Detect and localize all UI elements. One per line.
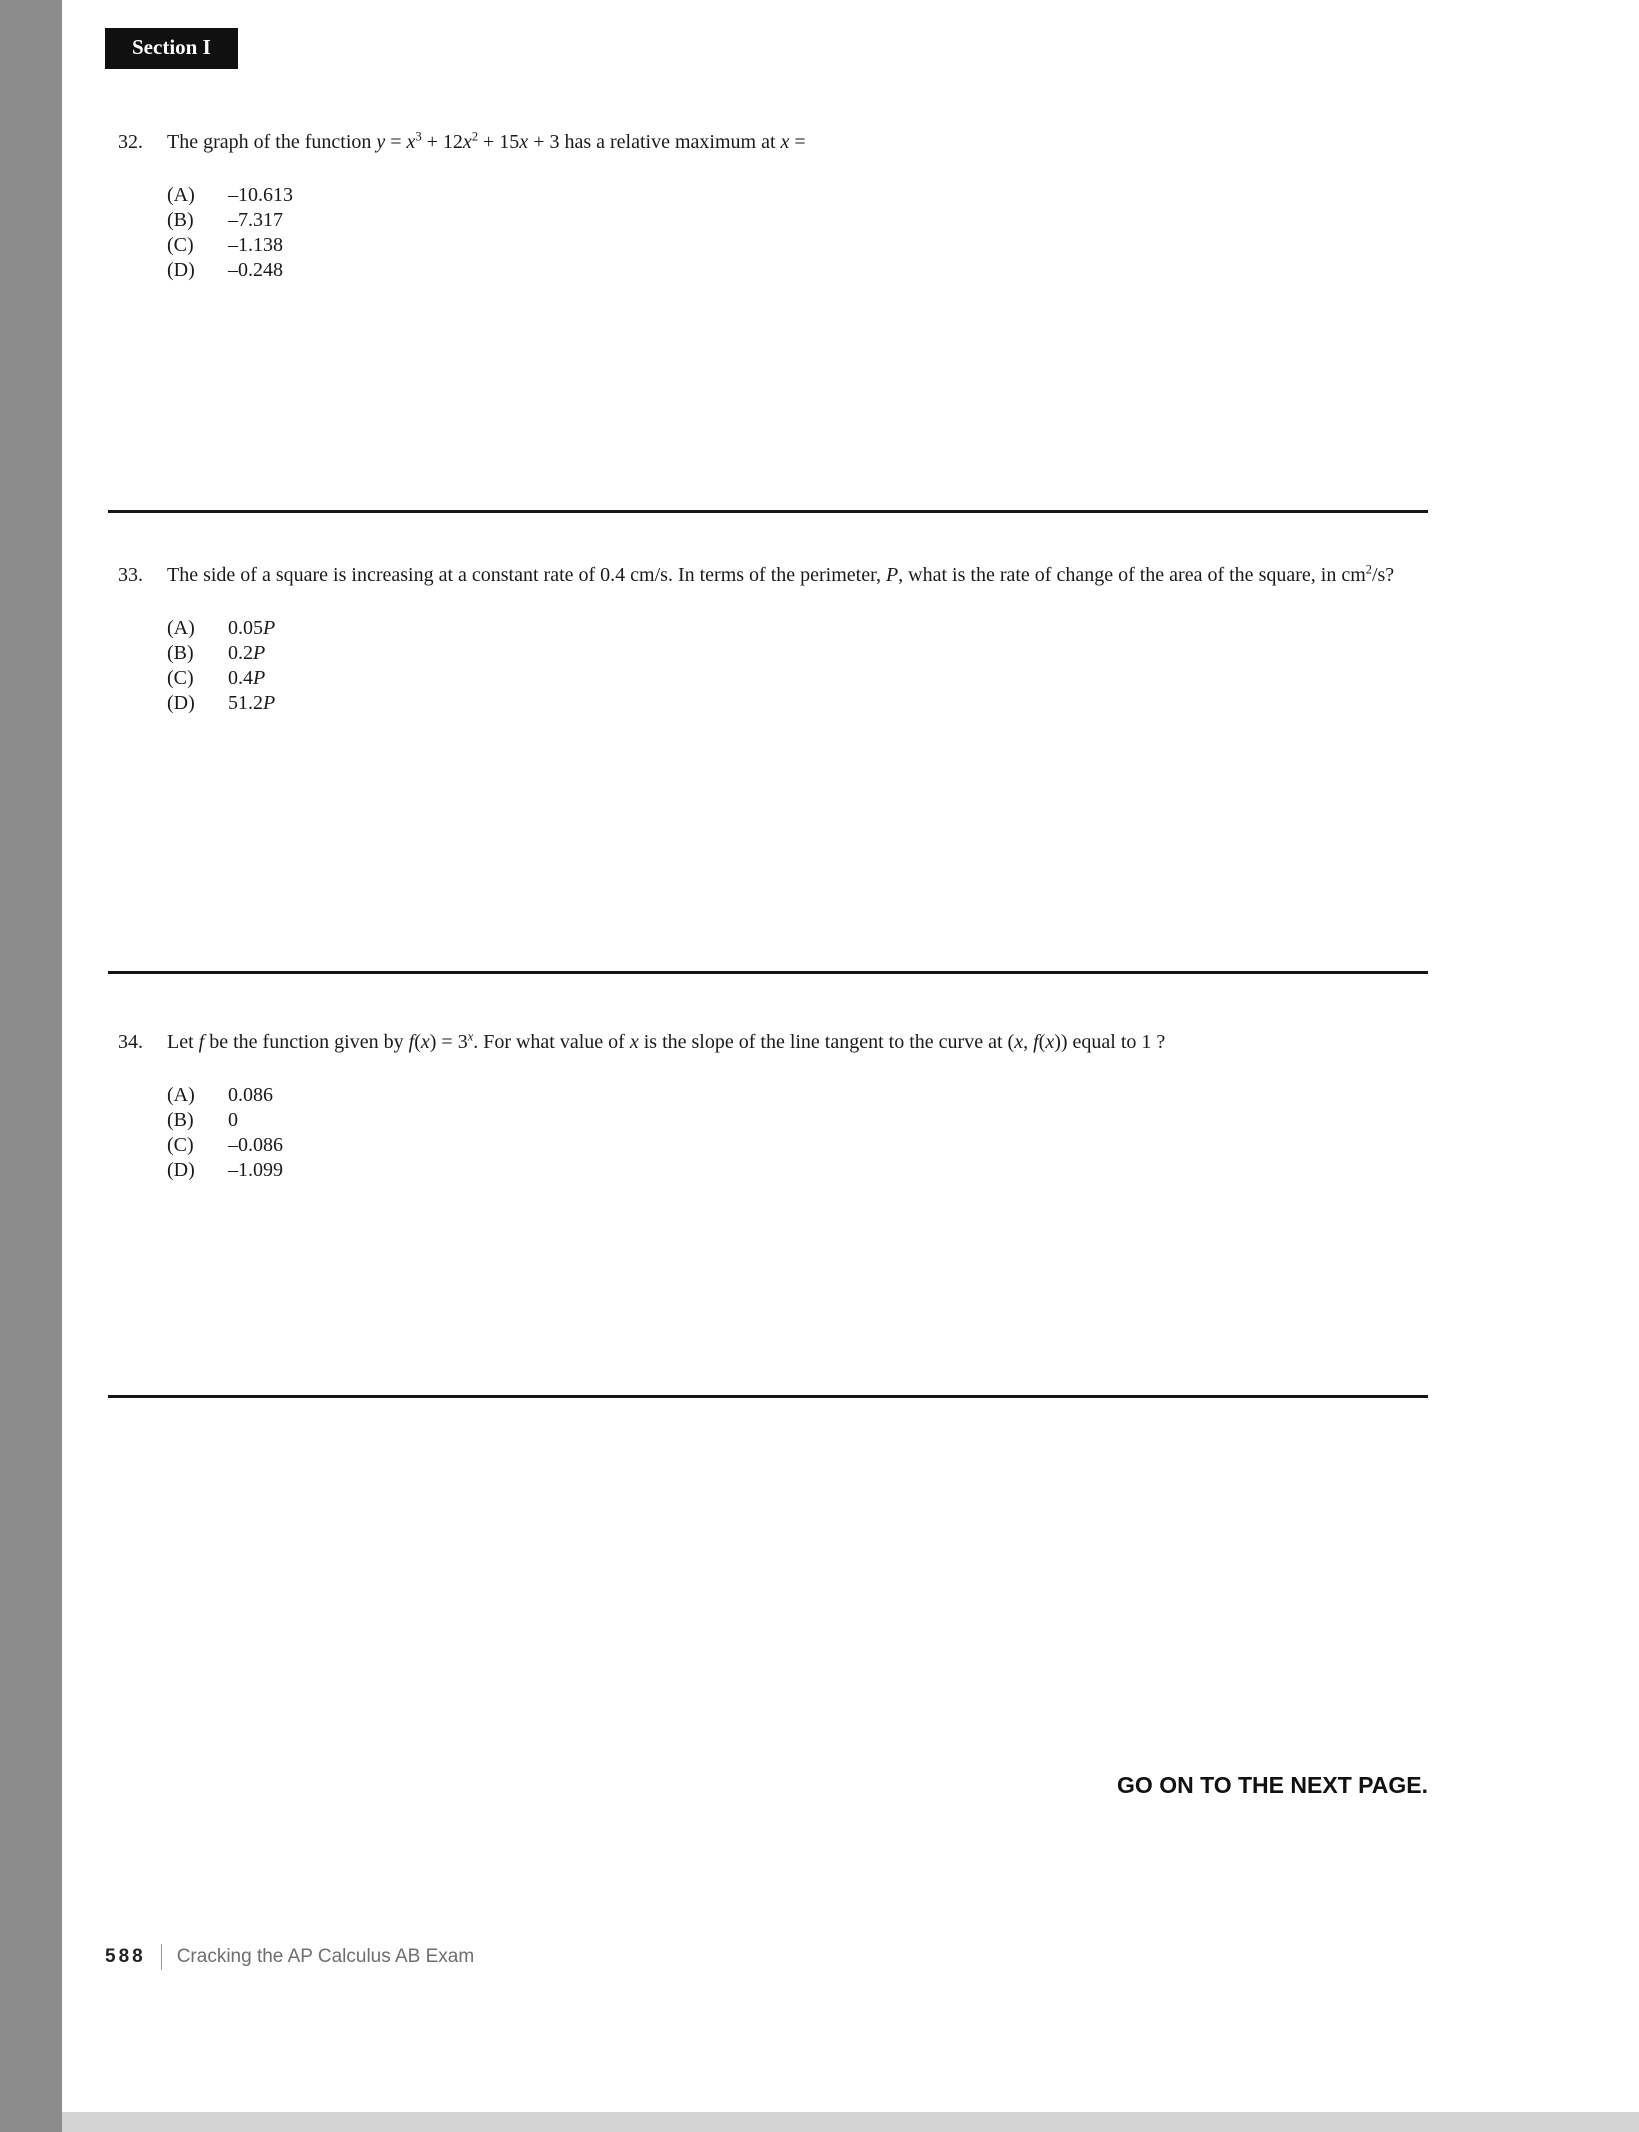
answer-option-b xyxy=(167,208,1432,233)
option-value: –7.317 xyxy=(228,209,283,231)
answer-option-a xyxy=(167,183,1432,208)
option-label: (B) xyxy=(167,1109,194,1131)
option-label: (A) xyxy=(167,184,195,206)
footer-divider xyxy=(161,1944,162,1970)
option-label: (B) xyxy=(167,209,194,231)
option-value: –1.138 xyxy=(228,234,283,256)
option-label: (B) xyxy=(167,642,194,664)
answer-option-b xyxy=(167,641,1432,666)
option-value: 0 xyxy=(228,1109,238,1131)
question-text: Let f be the function given by $f(x) = 3^x$. For what value of x is the slope of the line tangent to the curve at (x, f(x)) equal to 1 ? xyxy=(167,1029,1166,1053)
answer-option-d xyxy=(167,691,1432,716)
answer-option-a xyxy=(167,1083,1432,1108)
section-divider xyxy=(108,971,1428,974)
question-number: 32. xyxy=(118,131,143,153)
option-label: (A) xyxy=(167,617,195,639)
go-on-instruction: GO ON TO THE NEXT PAGE. xyxy=(1117,1772,1428,1798)
page-bottom-edge xyxy=(62,2112,1639,2132)
answer-option-a xyxy=(167,616,1432,641)
option-value: –10.613 xyxy=(228,184,293,206)
option-value: 0.05P xyxy=(228,617,276,639)
answer-option-c xyxy=(167,666,1432,691)
question-number: 34. xyxy=(118,1031,143,1053)
option-label: (D) xyxy=(167,1159,195,1181)
option-value: 0.086 xyxy=(228,1084,273,1106)
answer-option-c xyxy=(167,233,1432,258)
question-text: The side of a square is increasing at a constant rate of 0.4 cm/s. In terms of the perimeter, P, what is the rate of change of the area of the square, in $cm^2/s$? xyxy=(167,562,1395,586)
page-footer xyxy=(105,1944,474,1970)
answer-options xyxy=(167,1083,1432,1183)
answer-option-d xyxy=(167,1158,1432,1183)
option-label: (D) xyxy=(167,259,195,281)
question-block-32 xyxy=(118,130,1432,283)
option-label: (A) xyxy=(167,1084,195,1106)
option-value: –0.248 xyxy=(228,259,283,281)
page-number: 588 xyxy=(105,1946,146,1967)
page-edge-sidebar xyxy=(0,0,62,2132)
option-label: (C) xyxy=(167,1134,194,1156)
option-value: –0.086 xyxy=(228,1134,283,1156)
section-divider xyxy=(108,1395,1428,1398)
answer-options xyxy=(167,616,1432,716)
question-number: 33. xyxy=(118,564,143,586)
book-title: Cracking the AP Calculus AB Exam xyxy=(176,1946,475,1967)
option-label: (D) xyxy=(167,692,195,714)
option-value: 0.2P xyxy=(228,642,266,664)
answer-option-d xyxy=(167,258,1432,283)
question-block-34 xyxy=(118,1030,1432,1183)
answer-option-c xyxy=(167,1133,1432,1158)
question-text: The graph of the function $y = x^3 + 12x^2 + 15x + 3$ has a relative maximum at x = xyxy=(167,129,806,153)
section-badge: Section I xyxy=(105,28,238,69)
option-label: (C) xyxy=(167,234,194,256)
answer-option-b xyxy=(167,1108,1432,1133)
answer-options xyxy=(167,183,1432,283)
section-divider xyxy=(108,510,1428,513)
option-value: 0.4P xyxy=(228,667,266,689)
question-block-33 xyxy=(118,563,1432,716)
option-value: 51.2P xyxy=(228,692,276,714)
option-value: –1.099 xyxy=(228,1159,283,1181)
option-label: (C) xyxy=(167,667,194,689)
